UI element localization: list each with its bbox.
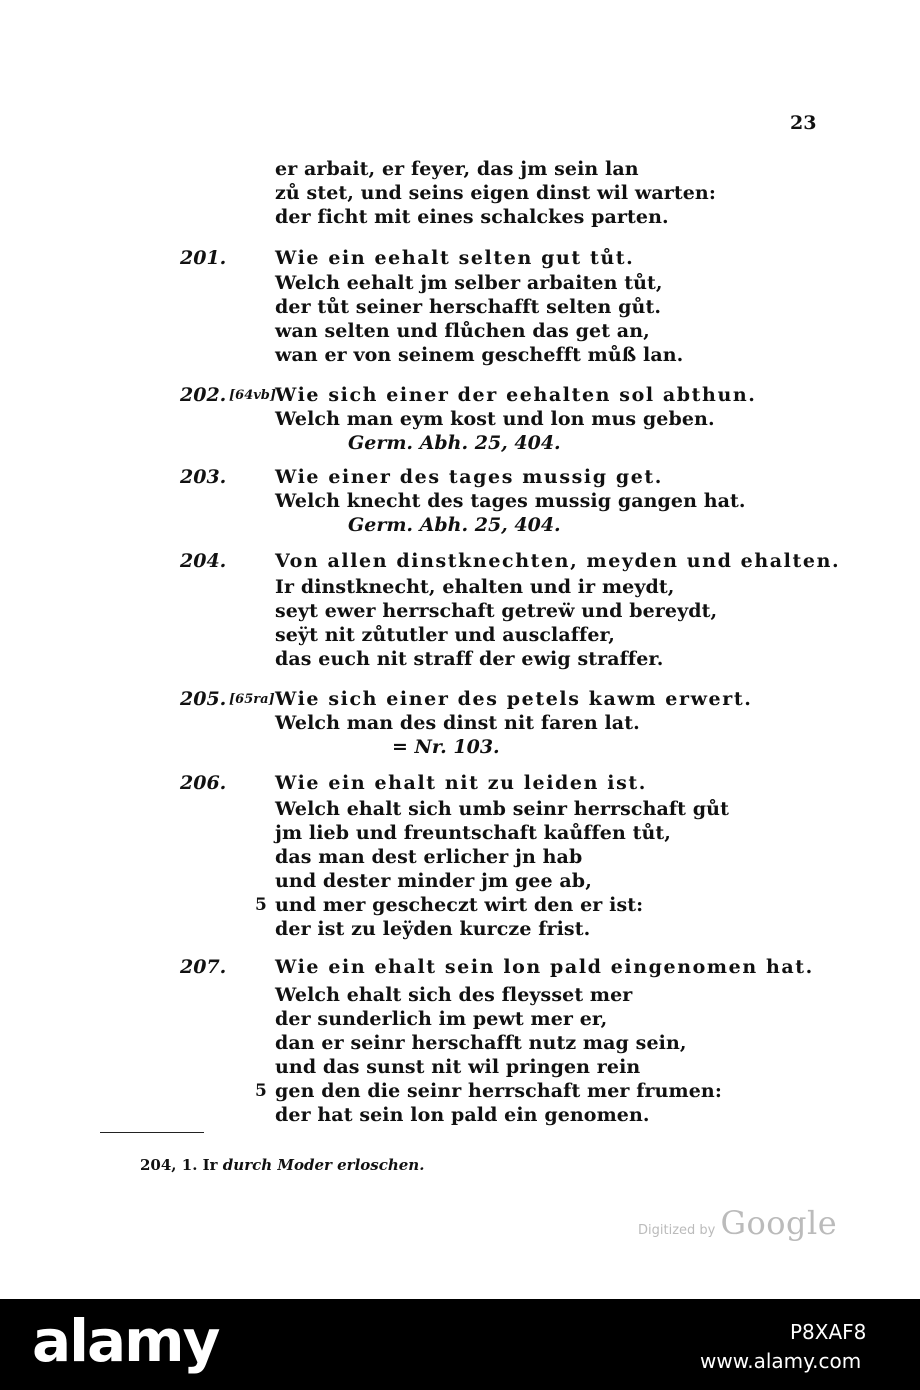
verse-line: dan er seinr herschafft nutz mag sein, [275,1032,687,1054]
entry-heading: Wie ein ehalt nit zu leiden ist. [275,772,647,794]
line-marker: 5 [255,895,267,915]
verse-line: das euch nit straff der ewig straffer. [275,648,664,670]
verse-line: und dester minder jm gee ab, [275,870,592,892]
reference: Germ. Abh. 25, 404. [348,514,561,536]
entry-heading: Wie ein eehalt selten gut tůt. [275,247,635,269]
reference: = Nr. 103. [392,736,500,758]
verse-line: Welch eehalt jm selber arbaiten tůt, [275,272,663,294]
verse-line: gen den die seinr herrschaft mer frumen: [275,1080,722,1102]
verse-line: Ir dinstknecht, ehalten und ir meydt, [275,576,675,598]
folio-marker: [64vb] [229,388,277,403]
verse-line: Welch man des dinst nit faren lat. [275,712,640,734]
watermark-prefix: Digitized by [638,1223,716,1238]
verse-line: Welch ehalt sich des fleysset mer [275,984,633,1006]
verse-line: der ist zu leÿden kurcze frist. [275,918,591,940]
entry-heading: Wie sich einer des petels kawm erwert. [275,688,753,710]
footnote-rule [100,1132,204,1133]
verse-line: das man dest erlicher jn hab [275,846,583,868]
folio-marker: [65ra] [229,692,275,707]
reference: Germ. Abh. 25, 404. [348,432,561,454]
verse-line: und das sunst nit wil pringen rein [275,1056,641,1078]
line-marker: 5 [255,1081,267,1101]
entry-number: 205. [180,688,227,710]
entry-number: 203. [180,466,227,488]
entry-number: 204. [180,550,227,572]
google-logo: Google [720,1204,838,1242]
entry-heading: Wie einer des tages mussig get. [275,466,664,488]
verse-line: seyt ewer herrschaft getreẅ und bereydt, [275,600,718,622]
verse-line: Welch ehalt sich umb seinr herrschaft gůt [275,798,729,820]
entry-heading: Wie sich einer der eehalten sol abthun. [275,384,757,406]
footnote-ref: 204, 1. Ir [140,1156,218,1174]
entry-number: 206. [180,772,227,794]
footnote-text: durch Moder erloschen. [222,1156,425,1174]
google-watermark [638,1204,837,1242]
entry-number: 202. [180,384,227,406]
footnote [140,1156,424,1174]
verse-line: und mer gescheczt wirt den er ist: [275,894,644,916]
svg-text:alamy: alamy [32,1309,219,1375]
verse-line: der ficht mit eines schalckes parten. [275,206,669,228]
entry-heading: Von allen dinstknechten, meyden und ehalten. [275,550,841,572]
verse-line: zů stet, und seins eigen dinst wil warten: [275,182,716,204]
entry-heading: Wie ein ehalt sein lon pald eingenomen hat. [275,956,814,978]
verse-line: Welch knecht des tages mussig gangen hat. [275,490,746,512]
verse-line: seÿt nit zůtutler und ausclaffer, [275,624,615,646]
page-number: 23 [790,112,817,134]
verse-line: wan er von seinem geschefft můß lan. [275,344,684,366]
banner-url: www.alamy.com [700,1349,862,1373]
image-id: P8XAF8 [790,1320,867,1344]
verse-line: er arbait, er feyer, das jm sein lan [275,158,639,180]
verse-line: der hat sein lon pald ein genomen. [275,1104,650,1126]
verse-line: der sunderlich im pewt mer er, [275,1008,608,1030]
verse-line: der tůt seiner herschafft selten gůt. [275,296,662,318]
alamy-logo [32,1309,277,1379]
stock-banner [0,1299,920,1390]
verse-line: wan selten und flůchen das get an, [275,320,650,342]
entry-number: 201. [180,247,227,269]
verse-line: jm lieb und freuntschaft kaůffen tůt, [275,822,672,844]
entry-number: 207. [180,956,227,978]
verse-line: Welch man eym kost und lon mus geben. [275,408,715,430]
